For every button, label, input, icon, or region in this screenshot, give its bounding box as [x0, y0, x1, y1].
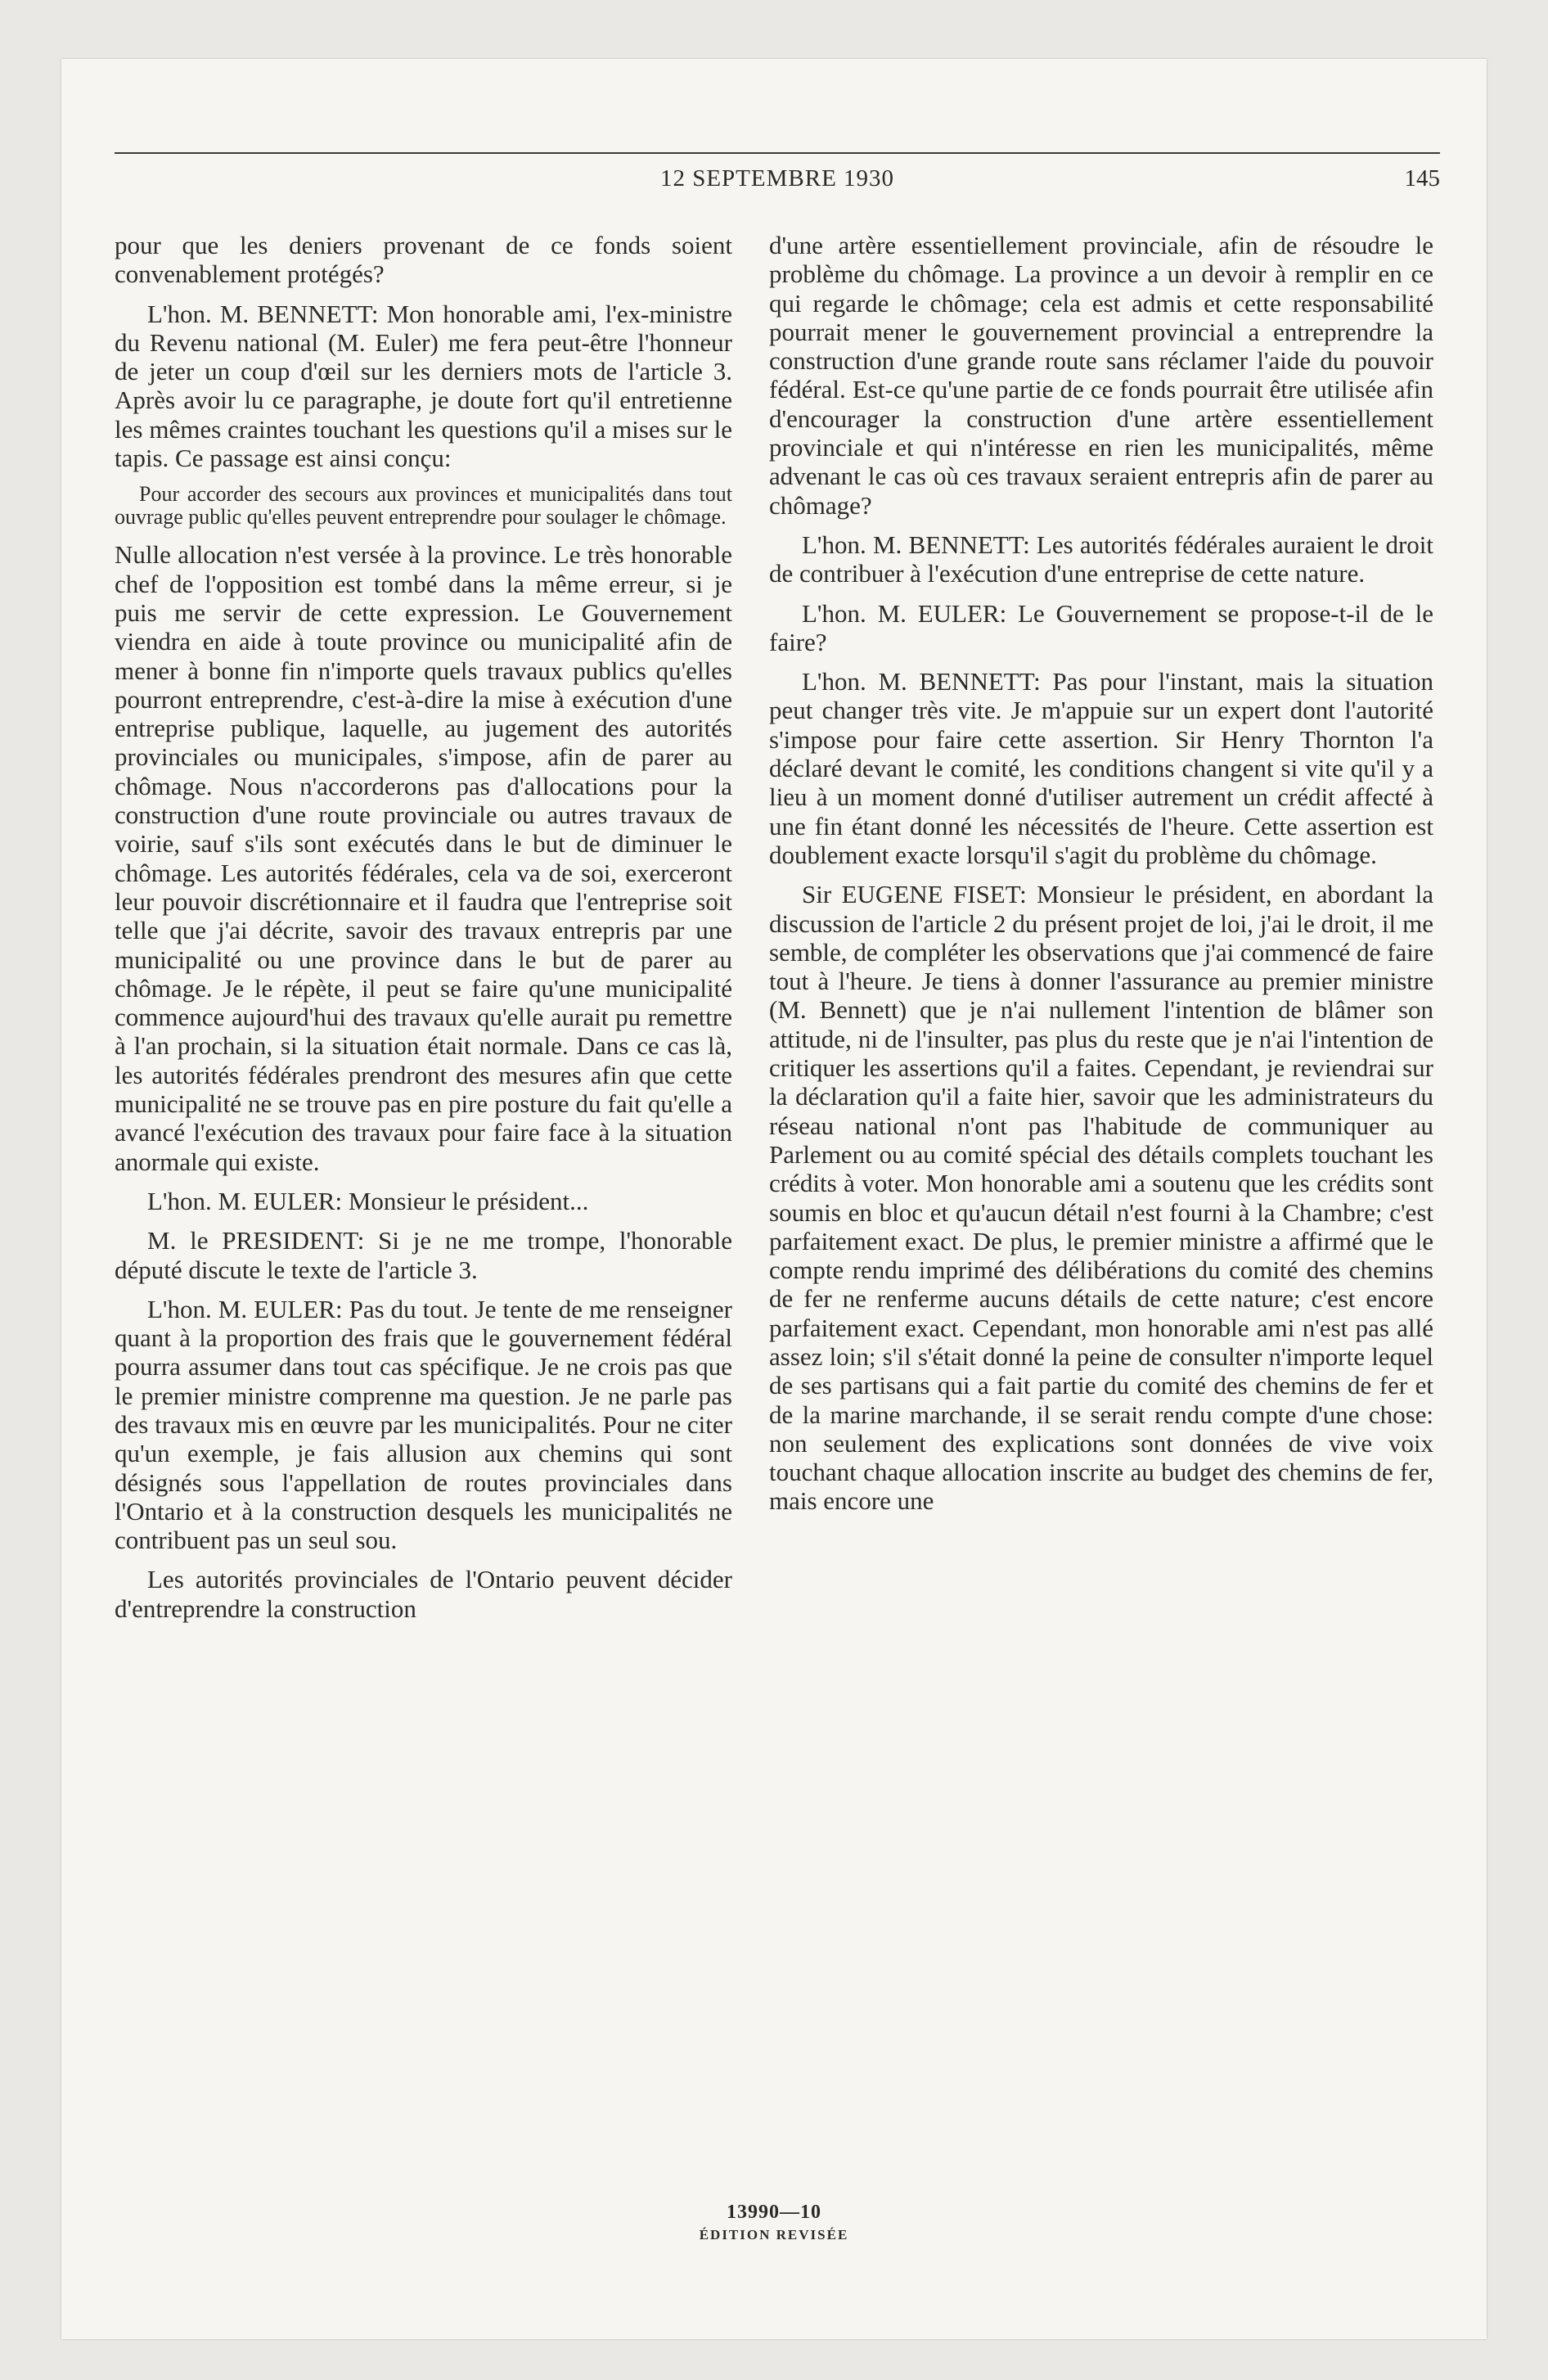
paragraph: L'hon. M. BENNETT: Les autorités fédérales auraient le droit de contribuer à l'exécution d'une entreprise de cette nature. [769, 530, 1433, 588]
print-code: 13990—10 [727, 2202, 821, 2223]
paragraph: L'hon. M. EULER: Monsieur le président... [147, 1186, 589, 1215]
left-column [115, 231, 732, 1634]
header-date: 12 SEPTEMBRE 1930 [659, 165, 895, 192]
page-number: 145 [1404, 165, 1440, 192]
quoted-text: Pour accorder des secours aux provinces et municipalités dans tout ouvrage public qu'elles peuvent entreprendre pour soulager le chômage. [115, 482, 732, 530]
paragraph: Sir EUGENE FISET: Monsieur le président, en abordant la discussion de l'article 2 du présent projet de loi, j'ai le droit, il me semble, de compléter les observations que j'ai commencé de faire tout à l'heure. Je tiens à donner l'assurance au premier ministre (M. Bennett) que je n'ai nullement l'intention de blâmer son attitude, ni de l'insulter, pas plus du reste que je n'ai l'intention de critiquer les assertions qu'il a faites. Cependant, je reviendrai sur la déclaration qu'il a faite hier, savoir que les administrateurs du réseau national n'ont pas l'habitude de communiquer au Parlement ou au comité spécial des détails complets touchant les crédits à voter. Mon honorable ami a soutenu que les crédits sont soumis en bloc et qu'aucun détail n'est fourni à la Chambre; c'est parfaitement exact. De plus, le premier ministre a affirmé que le compte rendu imprimé des délibérations du comité des chemins de fer ne renferme aucuns détails de cette nature; c'est encore parfaitement exact. Cependant, mon honorable ami n'est pas allé assez loin; s'il s'était donné la peine de consulter n'importe lequel de ses partisans qui a fait partie du comité des chemins de fer et de la marine marchande, il se serait rendu compte d'une chose: non seulement des explications sont données de vive voix touchant chaque allocation inscrite au budget des chemins de fer, mais encore une [769, 880, 1433, 1516]
header-rule [115, 152, 1440, 154]
paragraph: Nulle allocation n'est versée à la province. Le très honorable chef de l'opposition est tombé dans la même erreur, si je puis me servir de cette expression. Le Gouvernement viendra en aide à toute province ou municipalité afin de mener à bonne fin n'importe quels travaux publics qu'elles pourront entreprendre, c'est-à-dire la mise à exécution d'une entreprise publique, laquelle, au jugement des autorités provinciales ou municipales, s'impose, afin de parer au chômage. Nous n'accorderons pas d'allocations pour la construction d'une route provinciale ou autres travaux de voirie, sauf s'ils sont exécutés dans le but de diminuer le chômage. Les autorités fédérales, cela va de soi, exerceront leur pouvoir discrétionnaire et il faudra que l'entreprise soit telle que j'ai décrite, savoir des travaux entrepris par une municipalité ou une province dans le but de parer au chômage. Je le répète, il peut se faire qu'une municipalité commence aujourd'hui des travaux qu'elle aurait pu remettre à l'an prochain, si la situation était normale. Dans ce cas là, les autorités fédérales prendront des mesures afin que cette municipalité ne se trouve pas en pire posture du fait qu'elle a avancé l'exécution des travaux pour faire face à la situation anormale qui existe. [115, 540, 732, 1176]
paragraph: L'hon. M. BENNETT: Mon honorable ami, l'ex-ministre du Revenu national (M. Euler) me fera peut-être l'honneur de jeter un coup d'œil sur les derniers mots de l'article 3. Après avoir lu ce paragraphe, je doute fort qu'il entretienne les mêmes craintes touchant les questions qu'il a mises sur le tapis. Ce passage est ainsi conçu: [115, 299, 732, 473]
edition-label: ÉDITION REVISÉE [699, 2227, 849, 2243]
page-footer [0, 2202, 1548, 2243]
paragraph: Les autorités provinciales de l'Ontario peuvent décider d'entreprendre la construction [115, 1565, 732, 1623]
paragraph: pour que les deniers provenant de ce fonds soient convenablement protégés? [115, 231, 732, 289]
right-column [769, 231, 1433, 1526]
paragraph: d'une artère essentiellement provinciale, afin de résoudre le problème du chômage. La province a un devoir à remplir en ce qui regarde le chômage; cela est admis et cette responsabilité pourrait mener le gouvernement provincial a entreprendre la construction d'une grande route sans réclamer l'aide du pouvoir fédéral. Est-ce qu'une partie de ce fonds pourrait être utilisée afin d'encourager la construction d'une artère essentiellement provinciale et qui n'intéresse en rien les municipalités, même advenant le cas où ces travaux seraient entrepris afin de parer au chômage? [769, 231, 1433, 520]
paragraph: L'hon. M. EULER: Pas du tout. Je tente de me renseigner quant à la proportion des frais que le gouvernement fédéral pourra assumer dans tout cas spécifique. Je ne crois pas que le premier ministre comprenne ma question. Je ne parle pas des travaux mis en œuvre par les municipalités. Pour ne citer qu'un exemple, je fais allusion aux chemins qui sont désignés sous l'appellation de routes provinciales dans l'Ontario et à la construction desquels les municipalités ne contribuent pas un seul sou. [115, 1294, 732, 1555]
paragraph: L'hon. M. BENNETT: Pas pour l'instant, mais la situation peut changer très vite. Je m'appuie sur un expert dont l'autorité s'impose pour faire cette assertion. Sir Henry Thornton l'a déclaré devant le comité, les conditions changent si vite qu'il y a lieu à un moment donné d'utiliser autrement un crédit affecté à une fin étant donné les nécessités de l'heure. Cette assertion est doublement exacte lorsqu'il s'agit du problème du chômage. [769, 667, 1433, 869]
running-header [115, 165, 1440, 206]
paragraph: L'hon. M. EULER: Le Gouvernement se propose-t-il de le faire? [769, 598, 1433, 656]
paragraph: M. le PRESIDENT: Si je ne me trompe, l'honorable député discute le texte de l'article 3. [115, 1226, 732, 1284]
